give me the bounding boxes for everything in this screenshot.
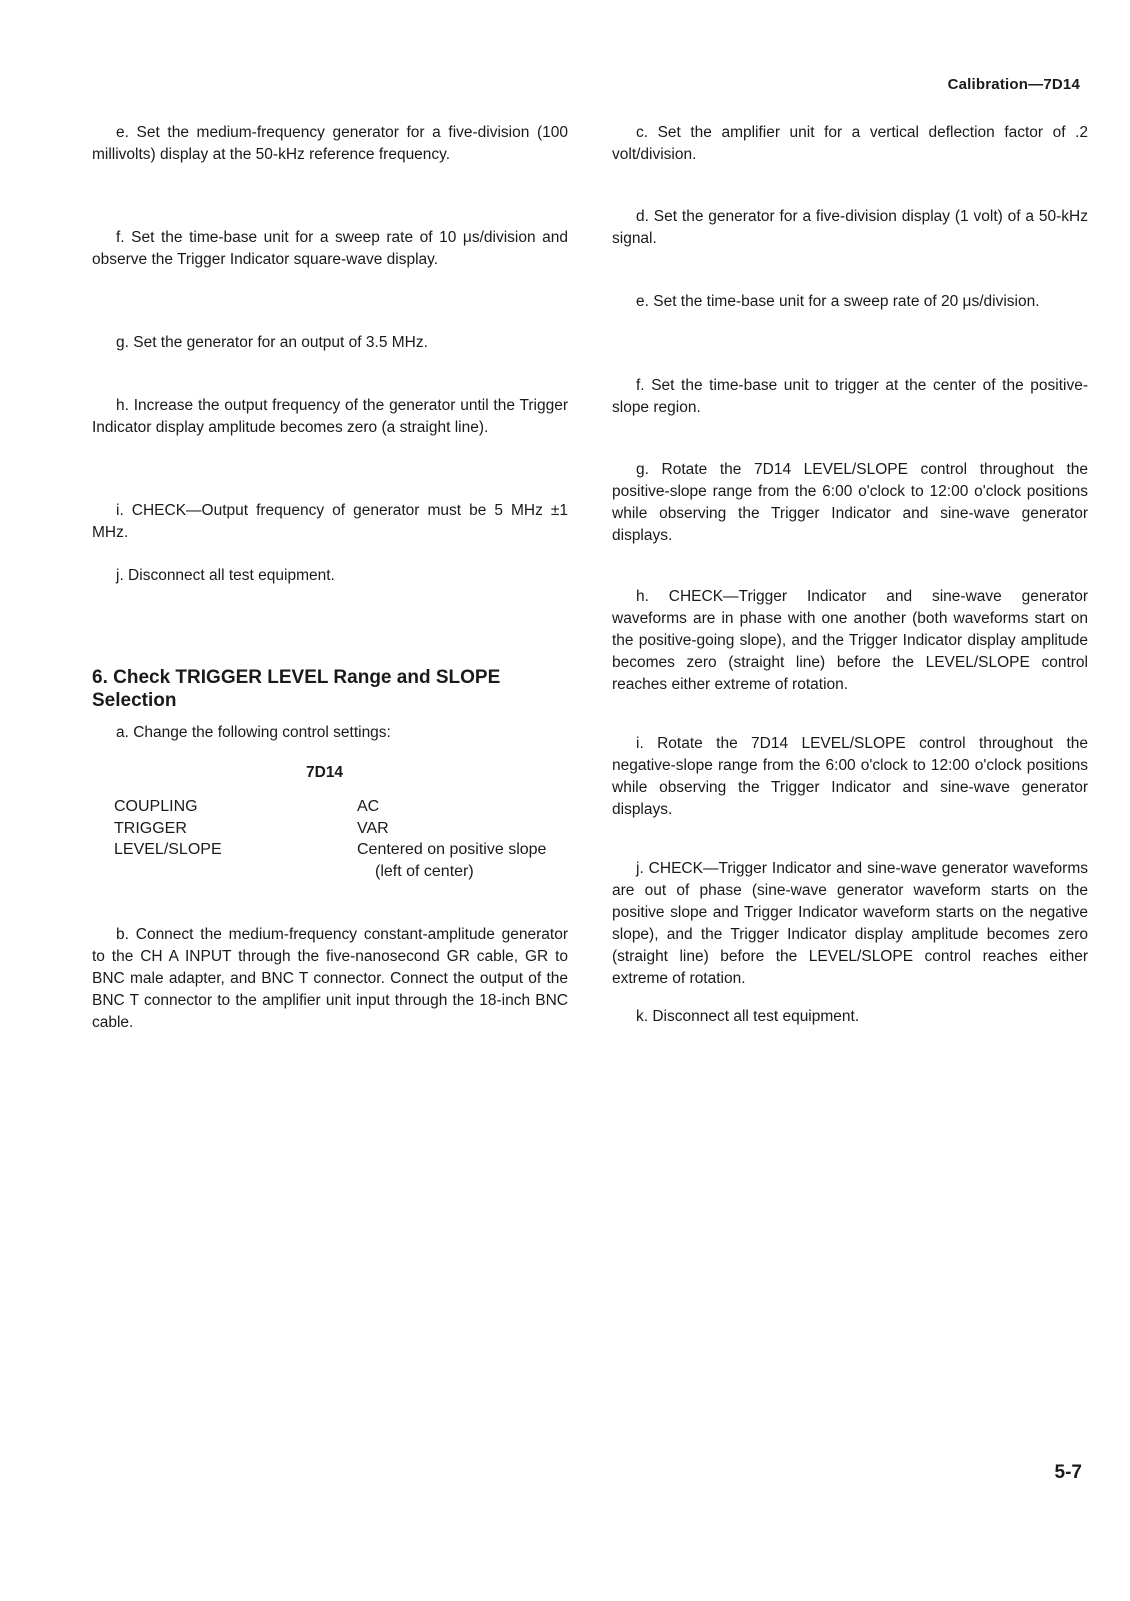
control-name: COUPLING [114,798,198,815]
settings-table-heading: 7D14 [306,764,344,781]
control-value: Centered on positive slope [357,841,547,858]
step-j-disconnect: j. Disconnect all test equipment. [116,567,335,584]
step-h-increase-frequency: h. Increase the output frequency of the generator until the Trigger Indicator display amplitude becomes zero (a straight line). [92,397,568,436]
control-name: LEVEL/SLOPE [114,841,222,858]
step-g-rotate-positive: g. Rotate the 7D14 LEVEL/SLOPE control throughout the positive-slope range from the 6:00 o'clock to 12:00 o'clock positions while observing the Trigger Indicator and sine-wave generator displays. [612,461,1088,544]
step-f-trigger-center: f. Set the time-base unit to trigger at the center of the positive-slope region. [612,377,1088,416]
step-b-connect-generator: b. Connect the medium-frequency constant-amplitude generator to the CH A INPUT through the five-nanosecond GR cable, GR to BNC male adapter, and BNC T connector. Connect the output of the BNC T connector to the amplifier unit input through the 18-inch BNC cable. [92,926,568,1031]
step-e-medium-frequency: e. Set the medium-frequency generator for a five-division (100 millivolts) display at the 50-kHz reference frequency. [92,124,568,163]
control-name: TRIGGER [114,819,187,837]
step-i-rotate-negative: i. Rotate the 7D14 LEVEL/SLOPE control throughout the negative-slope range from the 6:00 o'clock to 12:00 o'clock positions while observing the Trigger Indicator and sine-wave generator displays. [612,735,1088,818]
step-j-check-out-of-phase: j. CHECK—Trigger Indicator and sine-wave generator waveforms are out of phase (sine-wave generator waveform starts on the positive slope and Trigger Indicator waveform starts on the negative slope), and the Trigger Indicator display amplitude becomes zero (straight line) before the LEVEL/SLOPE control reaches either extreme of rotation. [612,860,1088,987]
running-header: Calibration—7D14 [947,76,1080,93]
control-value: AC [357,798,380,815]
step-f-sweep-rate: f. Set the time-base unit for a sweep rate of 10 μs/division and observe the Trigger Indicator square-wave display. [92,229,568,268]
page-number: 5-7 [1054,1462,1082,1483]
step-i-check-frequency: i. CHECK—Output frequency of generator must be 5 MHz ±1 MHz. [92,502,568,541]
step-g-output: g. Set the generator for an output of 3.5 MHz. [116,334,428,351]
settings-row [114,796,546,818]
step-k-disconnect: k. Disconnect all test equipment. [636,1008,860,1025]
control-value: VAR [357,819,389,837]
settings-row [114,818,546,840]
control-value-continued: (left of center) [375,862,474,880]
step-c-deflection-factor: c. Set the amplifier unit for a vertical deflection factor of .2 volt/division. [612,124,1088,163]
step-e-sweep-rate: e. Set the time-base unit for a sweep rate of 20 μs/division. [636,293,1040,310]
settings-row-continued [114,861,546,883]
step-d-generator-display: d. Set the generator for a five-division display (1 volt) of a 50-kHz signal. [612,208,1088,247]
section-heading: 6. Check TRIGGER LEVEL Range and SLOPE Selection [92,667,501,711]
control-settings-table [114,796,546,882]
step-a-change-settings: a. Change the following control settings: [116,724,391,741]
step-h-check-in-phase: h. CHECK—Trigger Indicator and sine-wave generator waveforms are in phase with one another (both waveforms start on the positive-going slope), and the Trigger Indicator display amplitude becomes zero (straight line) before the LEVEL/SLOPE control reaches either extreme of rotation. [612,588,1088,693]
settings-row [114,839,546,861]
